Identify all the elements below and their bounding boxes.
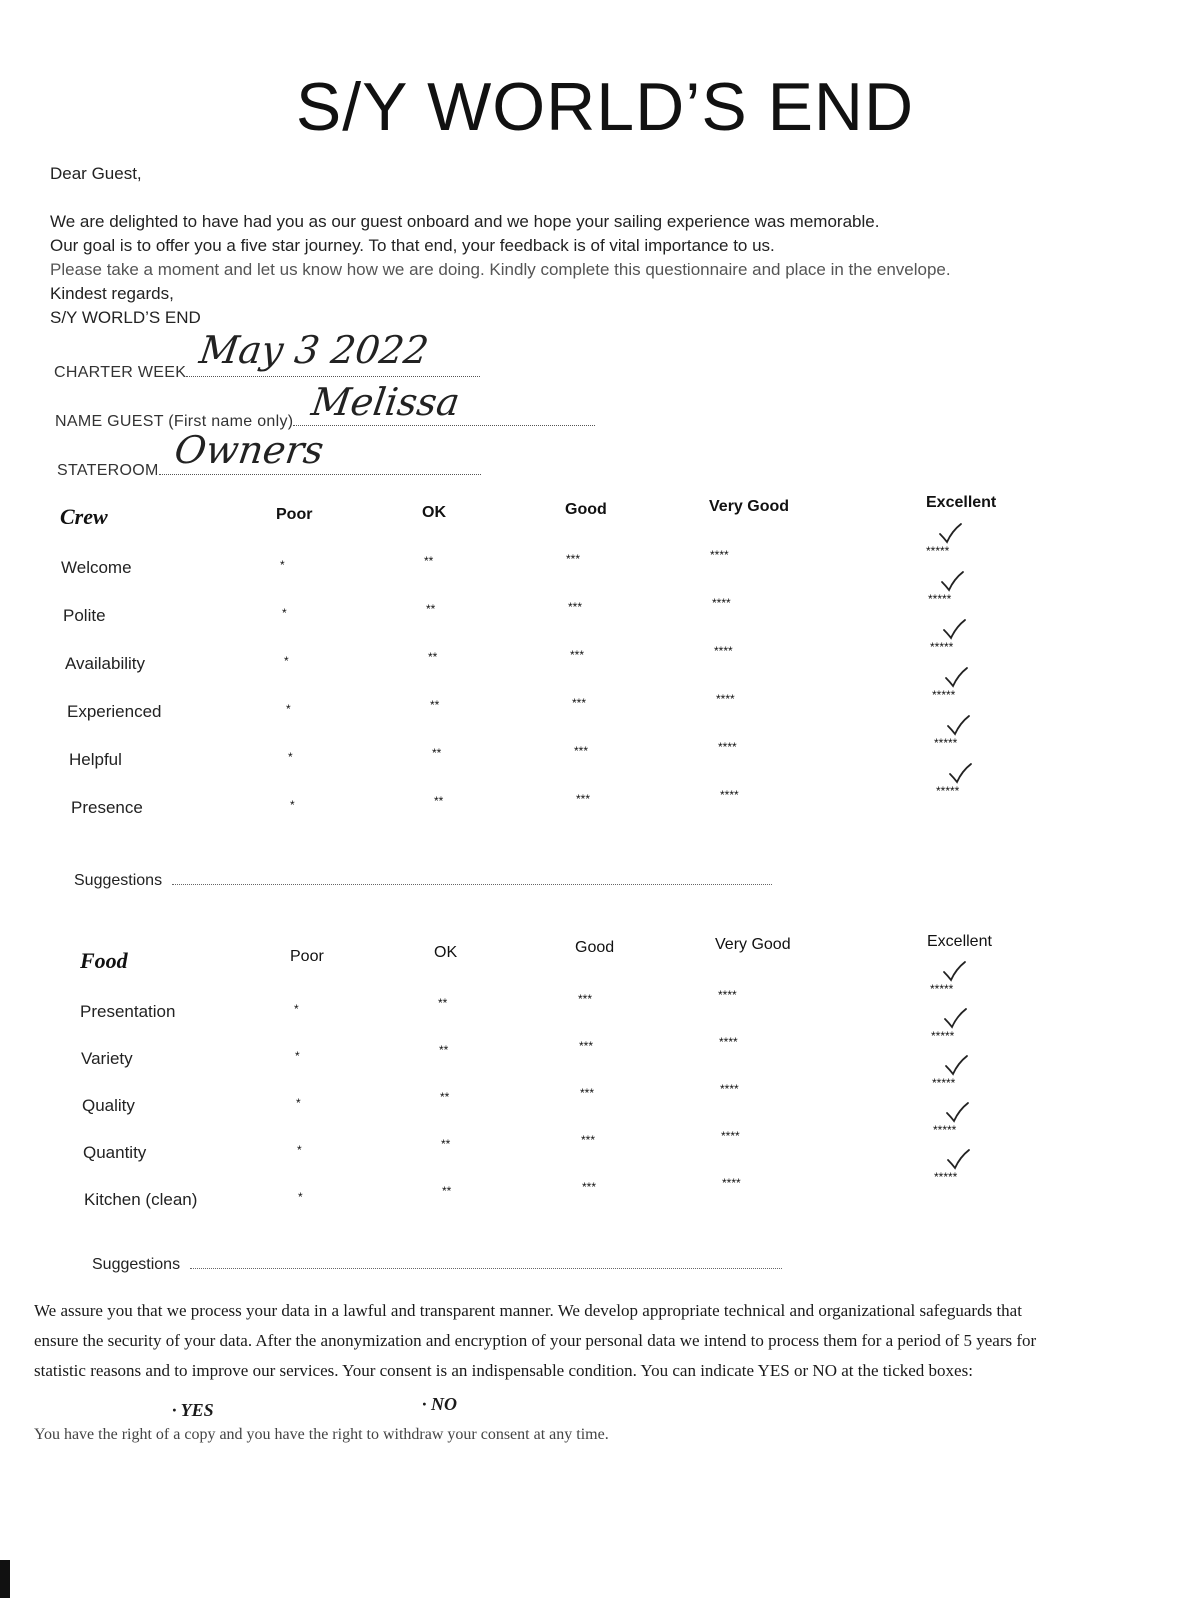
rating-option[interactable]: **: [426, 602, 436, 616]
rating-option[interactable]: *****: [934, 736, 958, 750]
rating-option[interactable]: *: [284, 654, 289, 668]
tick-mark-icon: [944, 714, 972, 736]
row-label-experienced: Experienced: [67, 702, 162, 721]
rating-option[interactable]: *: [286, 702, 291, 716]
rating-option[interactable]: ****: [718, 740, 737, 754]
rating-option[interactable]: *: [280, 558, 285, 572]
rating-option[interactable]: *****: [934, 1170, 958, 1184]
row-label-quality: Quality: [82, 1096, 135, 1115]
rating-option[interactable]: *****: [932, 688, 956, 702]
rating-option[interactable]: *: [290, 798, 295, 812]
rating-option[interactable]: *: [294, 1002, 299, 1016]
rating-option[interactable]: *****: [932, 1076, 956, 1090]
rating-option[interactable]: *****: [930, 982, 954, 996]
consent-line: statistic reasons and to improve our services. Your consent is an indispensable condition. You can indicate YES or NO at the ticked boxes:: [34, 1361, 973, 1380]
rating-option[interactable]: *****: [930, 640, 954, 654]
rating-option[interactable]: ***: [574, 744, 589, 758]
tick-mark-icon: [940, 618, 968, 640]
tick-mark-icon: [941, 1007, 969, 1029]
row-label-variety: Variety: [81, 1049, 133, 1068]
crew-suggestions[interactable]: [74, 872, 772, 890]
rating-option[interactable]: ****: [710, 548, 729, 562]
rating-option[interactable]: ***: [566, 552, 581, 566]
rating-option[interactable]: ****: [718, 988, 737, 1002]
rating-option[interactable]: ****: [712, 596, 731, 610]
column-header-ok: OK: [422, 504, 446, 521]
letter-line: S/Y WORLD’S END: [50, 308, 201, 327]
rating-option[interactable]: ***: [582, 1180, 597, 1194]
guest-name-value: Melissa: [308, 380, 463, 424]
tick-mark-icon: [942, 666, 970, 688]
rating-option[interactable]: *****: [933, 1123, 957, 1137]
rating-option[interactable]: ***: [572, 696, 587, 710]
intro-letter: [50, 162, 951, 330]
rating-option[interactable]: ****: [716, 692, 735, 706]
form-title: S/Y WORLD’S END: [295, 69, 915, 145]
column-header-very-good: Very Good: [715, 936, 791, 953]
column-header-good: Good: [575, 939, 615, 956]
rating-option[interactable]: **: [439, 1043, 449, 1057]
letter-line: Our goal is to offer you a five star journey. To that end, your feedback is of vital importance to us.: [50, 236, 775, 255]
rating-option[interactable]: ***: [579, 1039, 594, 1053]
row-label-welcome: Welcome: [61, 558, 132, 577]
tick-mark-icon: [936, 522, 964, 544]
rating-option[interactable]: **: [424, 554, 434, 568]
rating-option[interactable]: **: [432, 746, 442, 760]
row-label-quantity: Quantity: [83, 1143, 147, 1162]
consent-line: ensure the security of your data. After the anonymization and encryption of your personal data we intend to process them for a period of 5 years for: [34, 1331, 1037, 1350]
rating-option[interactable]: ****: [714, 644, 733, 658]
consent-line: We assure you that we process your data in a lawful and transparent manner. We develop appropriate technical and organizational safeguards that: [34, 1301, 1022, 1320]
food-suggestions[interactable]: [92, 1256, 782, 1274]
row-label-helpful: Helpful: [69, 750, 122, 769]
rating-option[interactable]: ***: [570, 648, 585, 662]
rating-option[interactable]: ***: [578, 992, 593, 1006]
consent-footer-line: You have the right of a copy and you have the right to withdraw your consent at any time.: [34, 1426, 609, 1443]
column-header-good: Good: [565, 501, 607, 518]
rating-option[interactable]: **: [438, 996, 448, 1010]
tick-mark-icon: [942, 1054, 970, 1076]
rating-option[interactable]: *: [295, 1049, 300, 1063]
consent-no-option[interactable]: · NO: [422, 1394, 457, 1414]
consent-footer: [34, 1420, 1184, 1450]
rating-option[interactable]: ****: [720, 788, 739, 802]
rating-option[interactable]: **: [430, 698, 440, 712]
data-consent-text: [34, 1296, 1184, 1386]
guest-name-label: NAME GUEST (First name only): [55, 413, 294, 430]
rating-option[interactable]: *: [288, 750, 293, 764]
tick-mark-icon: [943, 1101, 971, 1123]
column-header-very-good: Very Good: [709, 498, 790, 515]
column-header-poor: Poor: [290, 948, 324, 965]
scan-edge-mark: [0, 1560, 10, 1598]
rating-option[interactable]: *****: [928, 592, 952, 606]
rating-option[interactable]: ****: [719, 1035, 738, 1049]
food-section-title: Food: [80, 948, 128, 973]
charter-week-label: CHARTER WEEK: [54, 364, 187, 381]
letter-line: Please take a moment and let us know how we are doing. Kindly complete this questionnaire and place in the envelope.: [50, 260, 951, 279]
row-label-presentation: Presentation: [80, 1002, 176, 1021]
tick-mark-icon: [944, 1148, 972, 1170]
rating-option[interactable]: *: [296, 1096, 301, 1110]
row-label-availability: Availability: [65, 654, 146, 673]
rating-option[interactable]: ***: [576, 792, 591, 806]
tick-mark-icon: [946, 762, 974, 784]
rating-option[interactable]: ***: [580, 1086, 595, 1100]
letter-line: We are delighted to have had you as our guest onboard and we hope your sailing experience was memorable.: [50, 212, 880, 231]
rating-option[interactable]: **: [428, 650, 438, 664]
column-header-excellent: Excellent: [927, 933, 992, 950]
rating-option[interactable]: **: [441, 1137, 451, 1151]
rating-option[interactable]: *****: [926, 544, 950, 558]
stateroom-label: STATEROOM: [57, 462, 159, 479]
rating-option[interactable]: ***: [581, 1133, 596, 1147]
food-suggestions-label: Suggestions: [92, 1256, 181, 1273]
rating-option[interactable]: *: [282, 606, 287, 620]
rating-option[interactable]: *: [297, 1143, 302, 1157]
rating-option[interactable]: ****: [721, 1129, 740, 1143]
rating-option[interactable]: *****: [936, 784, 960, 798]
letter-line: Kindest regards,: [50, 284, 174, 303]
greeting: Dear Guest,: [50, 164, 142, 183]
charter-week-value: May 3 2022: [196, 328, 432, 372]
row-label-kitchen-clean: Kitchen (clean): [84, 1190, 198, 1209]
row-label-polite: Polite: [63, 606, 106, 625]
column-header-excellent: Excellent: [926, 494, 997, 511]
column-header-ok: OK: [434, 944, 458, 961]
consent-yes-option[interactable]: · YES: [172, 1400, 214, 1420]
rating-option[interactable]: **: [434, 794, 444, 808]
column-header-poor: Poor: [276, 506, 313, 523]
rating-option[interactable]: *: [298, 1190, 303, 1204]
rating-option[interactable]: ****: [720, 1082, 739, 1096]
stateroom-value: Owners: [171, 428, 327, 472]
rating-option[interactable]: *****: [931, 1029, 955, 1043]
tick-mark-icon: [938, 570, 966, 592]
rating-option[interactable]: ****: [722, 1176, 741, 1190]
rating-option[interactable]: **: [440, 1090, 450, 1104]
rating-option[interactable]: **: [442, 1184, 452, 1198]
row-label-presence: Presence: [71, 798, 143, 817]
crew-suggestions-label: Suggestions: [74, 872, 163, 889]
crew-section-title: Crew: [60, 504, 108, 529]
rating-option[interactable]: ***: [568, 600, 583, 614]
tick-mark-icon: [940, 960, 968, 982]
